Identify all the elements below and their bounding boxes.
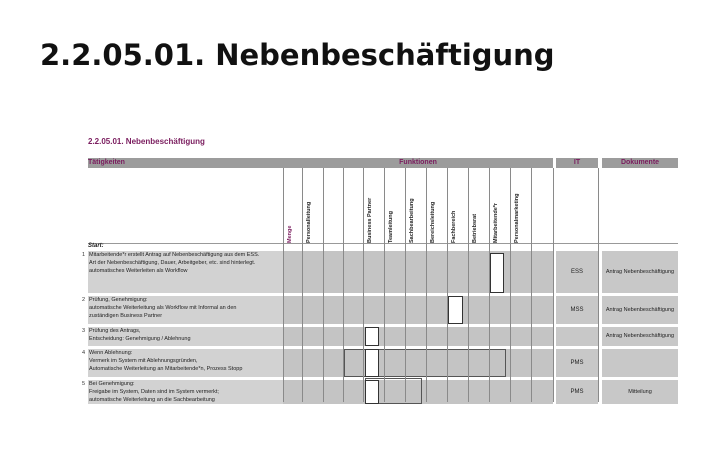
header-it-label: IT — [573, 159, 581, 166]
header-dokumente — [602, 158, 678, 168]
grid-line — [489, 168, 490, 402]
grid-line — [323, 168, 324, 402]
row-it: MSS — [556, 296, 598, 324]
column-label-betriebsrat: Betriebsrat — [472, 213, 478, 243]
row-description — [88, 380, 283, 404]
row-description — [88, 296, 283, 324]
start-label: Start: — [88, 243, 104, 249]
row-description-line: Mitarbeitende*r erstellt Antrag auf Nebenbeschäftigung aus dem ESS. — [89, 252, 260, 258]
responsibility-cell — [448, 296, 463, 324]
column-label-menge: Menge — [287, 225, 293, 243]
row-number: 4 — [82, 350, 86, 356]
grid-line — [426, 168, 427, 402]
row-description-line: Wenn Ablehnung: — [89, 350, 133, 356]
row-description-line: Entscheidung: Genehmigung / Ablehnung — [89, 336, 191, 342]
row-number: 5 — [82, 381, 86, 387]
row-description — [88, 251, 283, 293]
table-row — [82, 349, 678, 377]
column-label-bereichsleitung: Bereichsleitung — [430, 201, 436, 243]
row-description-line: automatische Weiterleitung an die Sachbearbeitung — [89, 397, 215, 403]
table-row — [82, 380, 678, 404]
grid-line — [447, 168, 448, 402]
table-row — [82, 327, 678, 346]
header-taetigkeiten — [88, 158, 283, 168]
row-description-line: Freigabe im System, Daten sind im System vermerkt; — [89, 389, 219, 395]
row-dokument: Mitteilung — [602, 380, 678, 404]
column-label-teamleitung: Teamleitung — [388, 211, 394, 243]
table-row — [82, 296, 678, 324]
row-description-line: zuständigen Business Partner — [89, 313, 163, 319]
grid-line — [468, 168, 469, 402]
header-it — [556, 158, 598, 168]
row-description-line: Prüfung des Antrags, — [89, 328, 141, 334]
grid-line — [384, 168, 385, 402]
header-dokumente-label: Dokumente — [620, 159, 660, 166]
column-label-fachbereich: Fachbereich — [451, 210, 457, 243]
column-label-business-partner: Business Partner — [367, 197, 373, 243]
row-it: ESS — [556, 251, 598, 293]
page-title: 2.2.05.01. Nebenbeschäftigung — [40, 38, 555, 72]
row-description-line: Automatische Weiterleitung an Mitarbeitende*n, Prozess Stopp — [89, 366, 243, 372]
row-description-line: automatische Weiterleitung als Workflow mit Informal an den — [89, 305, 237, 311]
column-label-personalmarketing: Personalmarketing — [514, 193, 520, 243]
responsibility-cell — [365, 349, 379, 377]
responsibility-cell — [365, 380, 379, 404]
header-taetigkeiten-label: Tätigkeiten — [88, 159, 125, 166]
table-row — [82, 251, 678, 293]
grid-line — [510, 168, 511, 402]
header-funktionen-label: Funktionen — [399, 159, 437, 166]
grid-line — [598, 168, 599, 402]
row-description-line: Prüfung, Genehmigung: — [89, 297, 148, 303]
grid-line — [553, 168, 554, 402]
grid-line — [363, 168, 364, 402]
grid-line — [343, 168, 344, 402]
responsibility-cell — [490, 253, 504, 293]
grid-line — [283, 168, 284, 402]
row-it: PMS — [556, 380, 598, 404]
row-it — [556, 327, 598, 346]
row-dokument — [602, 349, 678, 377]
column-label-personalleitung: Personalleitung — [306, 201, 312, 243]
row-dokument: Antrag Nebenbeschäftigung — [602, 251, 678, 293]
grid-line — [302, 168, 303, 402]
row-description-line: Vermerk im System mit Ablehnungsgründen, — [89, 358, 198, 364]
row-description-line: Art der Nebenbeschäftigung, Dauer, Arbeitgeber, etc. sind hinterlegt. — [89, 260, 256, 266]
row-description — [88, 349, 283, 377]
row-description — [88, 327, 283, 346]
header-funktionen — [283, 158, 553, 168]
row-it: PMS — [556, 349, 598, 377]
row-dokument: Antrag Nebenbeschäftigung — [602, 296, 678, 324]
row-dokument: Antrag Nebenbeschäftigung — [602, 327, 678, 346]
row-number: 3 — [82, 328, 86, 334]
row-description-line: automatisches Weiterleiten als Workflow — [89, 268, 188, 274]
row-description-line: Bei Genehmigung: — [89, 381, 135, 387]
grid-line — [405, 168, 406, 402]
grid-line — [531, 168, 532, 402]
document-image — [82, 130, 678, 403]
column-header-area — [88, 168, 678, 244]
responsibility-cell — [365, 327, 379, 346]
row-number: 2 — [82, 297, 86, 303]
row-number: 1 — [82, 252, 86, 258]
document-title: 2.2.05.01. Nebenbeschäftigung — [88, 137, 205, 146]
column-label-sachbearbeitung: Sachbearbeitung — [409, 198, 415, 243]
column-label-mitarbeitende: Mitarbeitende*r — [493, 202, 499, 243]
